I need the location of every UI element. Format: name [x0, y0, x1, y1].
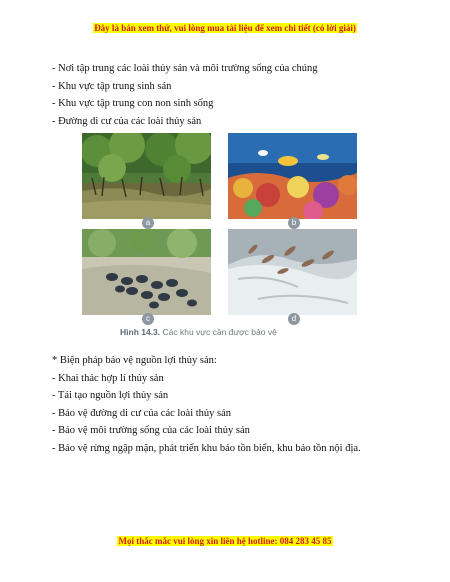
figure-caption-text: Các khu vực cần được bảo vệ: [160, 327, 277, 337]
list-item: - Bảo vệ đường di cư của các loài thủy sản: [52, 407, 232, 419]
preview-notice-text: Đây là bản xem thử, vui lòng mua tài liệu để xem chi tiết (có lời giải): [94, 23, 356, 33]
protected-areas-list: [52, 60, 318, 130]
protection-measures-list: [52, 352, 361, 458]
list-item: - Tái tạo nguồn lợi thủy sản: [52, 390, 169, 402]
list-item: - Bảo vệ môi trường sống của các loài thủy sản: [52, 425, 250, 437]
hotline-banner: [0, 536, 450, 546]
figure-label-b: b: [288, 217, 300, 229]
photo-mangrove-forest: [82, 133, 211, 219]
list-item: - Khai thác hợp lí thủy sản: [52, 372, 164, 384]
figure-label-c: c: [142, 313, 154, 325]
photo-coral-reef: [228, 133, 357, 219]
photo-fish-migration-waterfall: [228, 229, 357, 315]
photo-hatchlings-on-shore: [82, 229, 211, 315]
figure-caption: [120, 327, 340, 337]
list-item: - Khu vực tập trung con non sinh sống: [52, 98, 214, 110]
hotline-text: Mọi thắc mắc vui lòng xin liên hệ hotline: 084 283 45 85: [118, 536, 332, 546]
list-item: - Khu vực tập trung sinh sản: [52, 80, 172, 92]
preview-notice-banner: [0, 23, 450, 33]
measures-heading: * Biện pháp bảo vệ nguồn lợi thủy sản:: [52, 355, 217, 366]
figure-caption-number: Hình 14.3.: [120, 327, 161, 337]
figure-label-a: a: [142, 217, 154, 229]
list-item: - Đường di cư của các loài thủy sản: [52, 115, 202, 127]
list-item: - Nơi tập trung các loài thủy sản và môi trường sống của chúng: [52, 63, 318, 74]
list-item: - Bảo vệ rừng ngập mặn, phát triển khu bảo tồn biển, khu bảo tồn nội địa.: [52, 442, 361, 454]
figure-14-3: [80, 133, 374, 343]
figure-label-d: d: [288, 313, 300, 325]
